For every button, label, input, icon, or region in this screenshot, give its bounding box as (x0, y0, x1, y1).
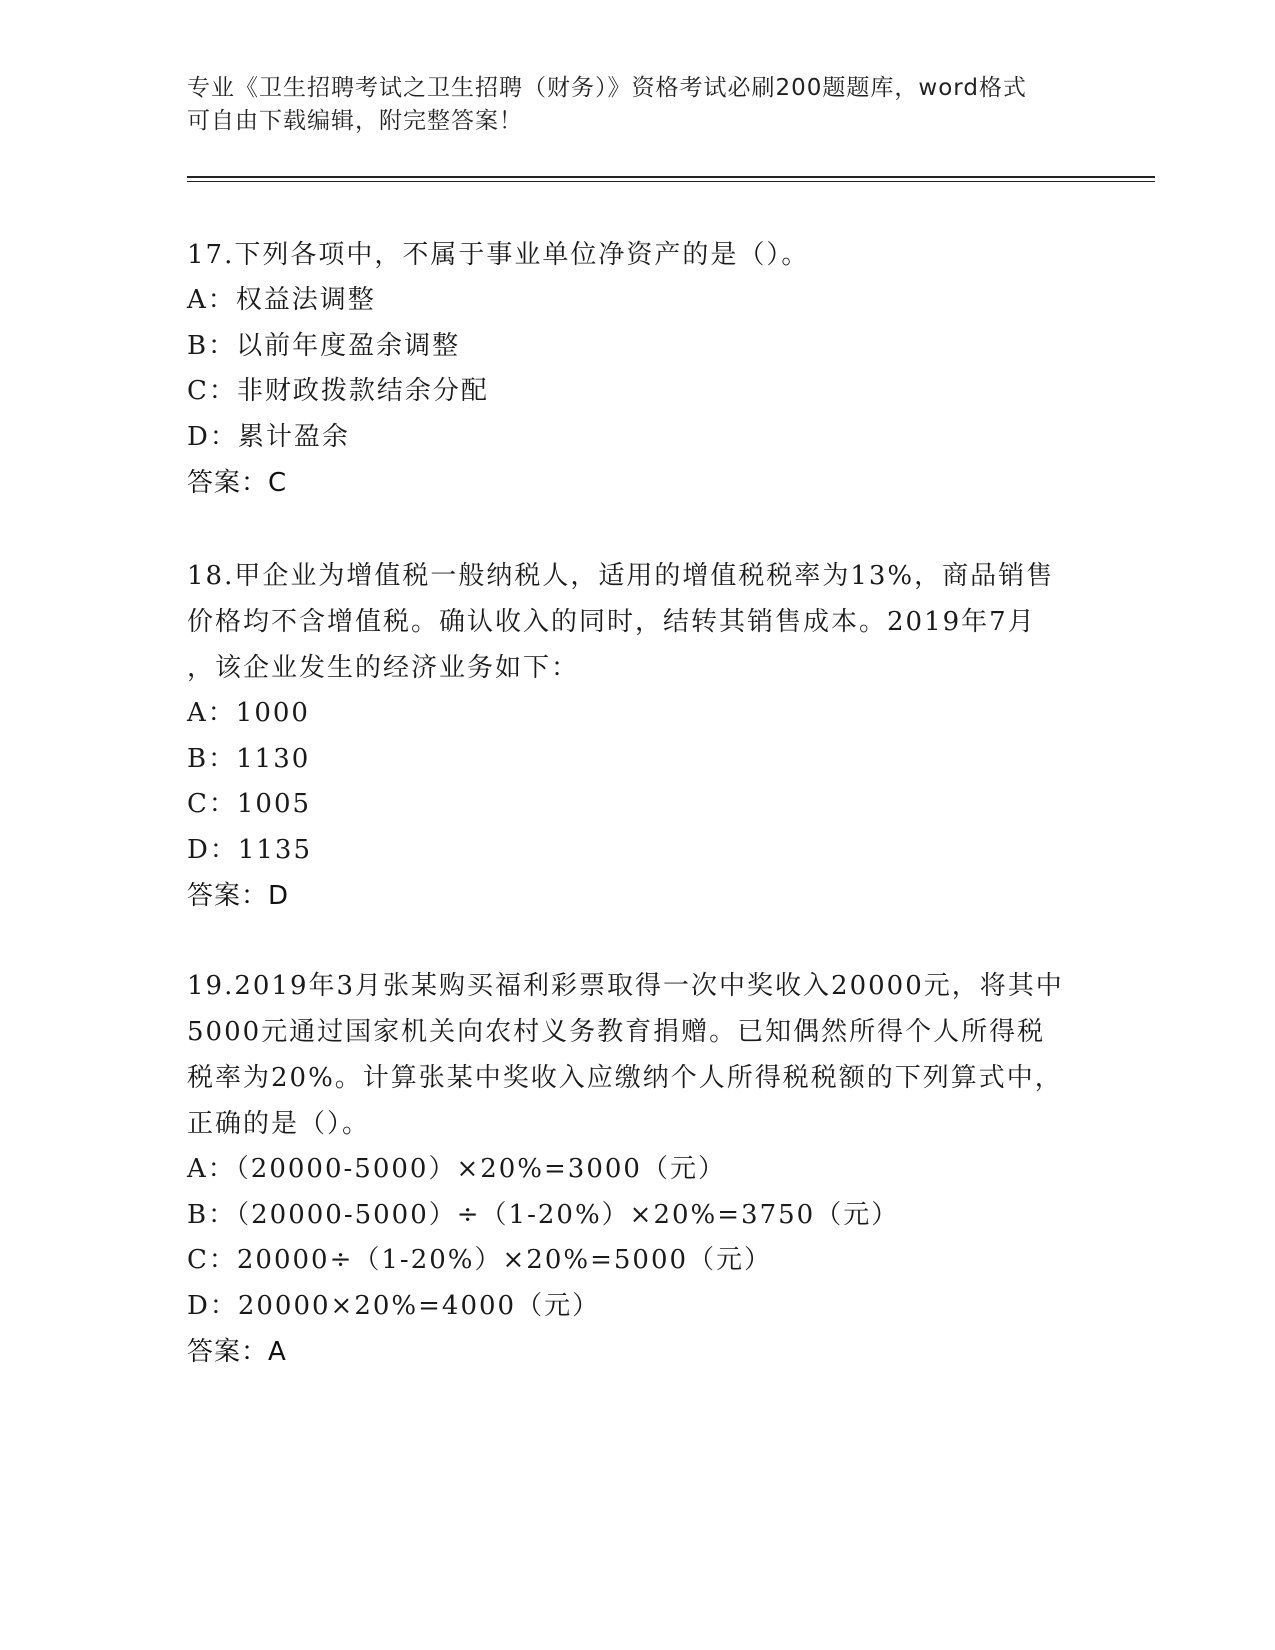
option-d: D：累计盈余 (187, 421, 350, 452)
question-18 (187, 553, 1087, 919)
header-divider-bottom (187, 181, 1155, 182)
option-b: B：以前年度盈余调整 (187, 330, 461, 361)
question-text-line: 18.甲企业为增值税一般纳税人，适用的增值税税率为13%，商品销售 (187, 561, 1055, 591)
header-divider-top (187, 176, 1155, 178)
question-text-line: ，该企业发生的经济业务如下： (187, 653, 580, 683)
question-text-line: 税率为20%。计算张某中奖收入应缴纳个人所得税税额的下列算式中， (187, 1063, 1063, 1093)
option-d: D：1135 (187, 834, 313, 865)
answer-line: 答案：D (187, 881, 290, 911)
question-19 (187, 963, 1087, 1375)
option-d: D：20000×20%=4000（元） (187, 1290, 601, 1321)
header-line-2: 可自由下载编辑，附完整答案！ (187, 108, 523, 134)
option-a: A：（20000-5000）×20%=3000（元） (187, 1154, 726, 1184)
option-a: A：1000 (187, 698, 310, 728)
header-line-1: 专业《卫生招聘考试之卫生招聘（财务）》资格考试必刷200题题库，word格式 (187, 75, 1027, 101)
question-text-line: 19.2019年3月张某购买福利彩票取得一次中奖收入20000元，将其中 (187, 971, 1064, 1001)
answer-line: 答案：C (187, 468, 288, 498)
question-text-line: 17.下列各项中，不属于事业单位净资产的是（）。 (187, 240, 810, 270)
option-b: B：（20000-5000）÷（1-20%）×20%=3750（元） (187, 1199, 900, 1230)
question-text-line: 5000元通过国家机关向农村义务教育捐赠。已知偶然所得个人所得税 (187, 1017, 1046, 1047)
option-c: C：1005 (187, 789, 312, 819)
option-b: B：1130 (187, 743, 311, 774)
option-c: C：20000÷（1-20%）×20%=5000（元） (187, 1245, 773, 1275)
document-header (187, 72, 1067, 138)
option-a: A：权益法调整 (187, 285, 376, 315)
question-text-line: 正确的是（）。 (187, 1109, 371, 1139)
question-text-line: 价格均不含增值税。确认收入的同时，结转其销售成本。2019年7月 (187, 607, 1036, 637)
option-c: C：非财政拨款结余分配 (187, 376, 489, 406)
question-17 (187, 232, 1087, 506)
answer-line: 答案：A (187, 1337, 287, 1367)
